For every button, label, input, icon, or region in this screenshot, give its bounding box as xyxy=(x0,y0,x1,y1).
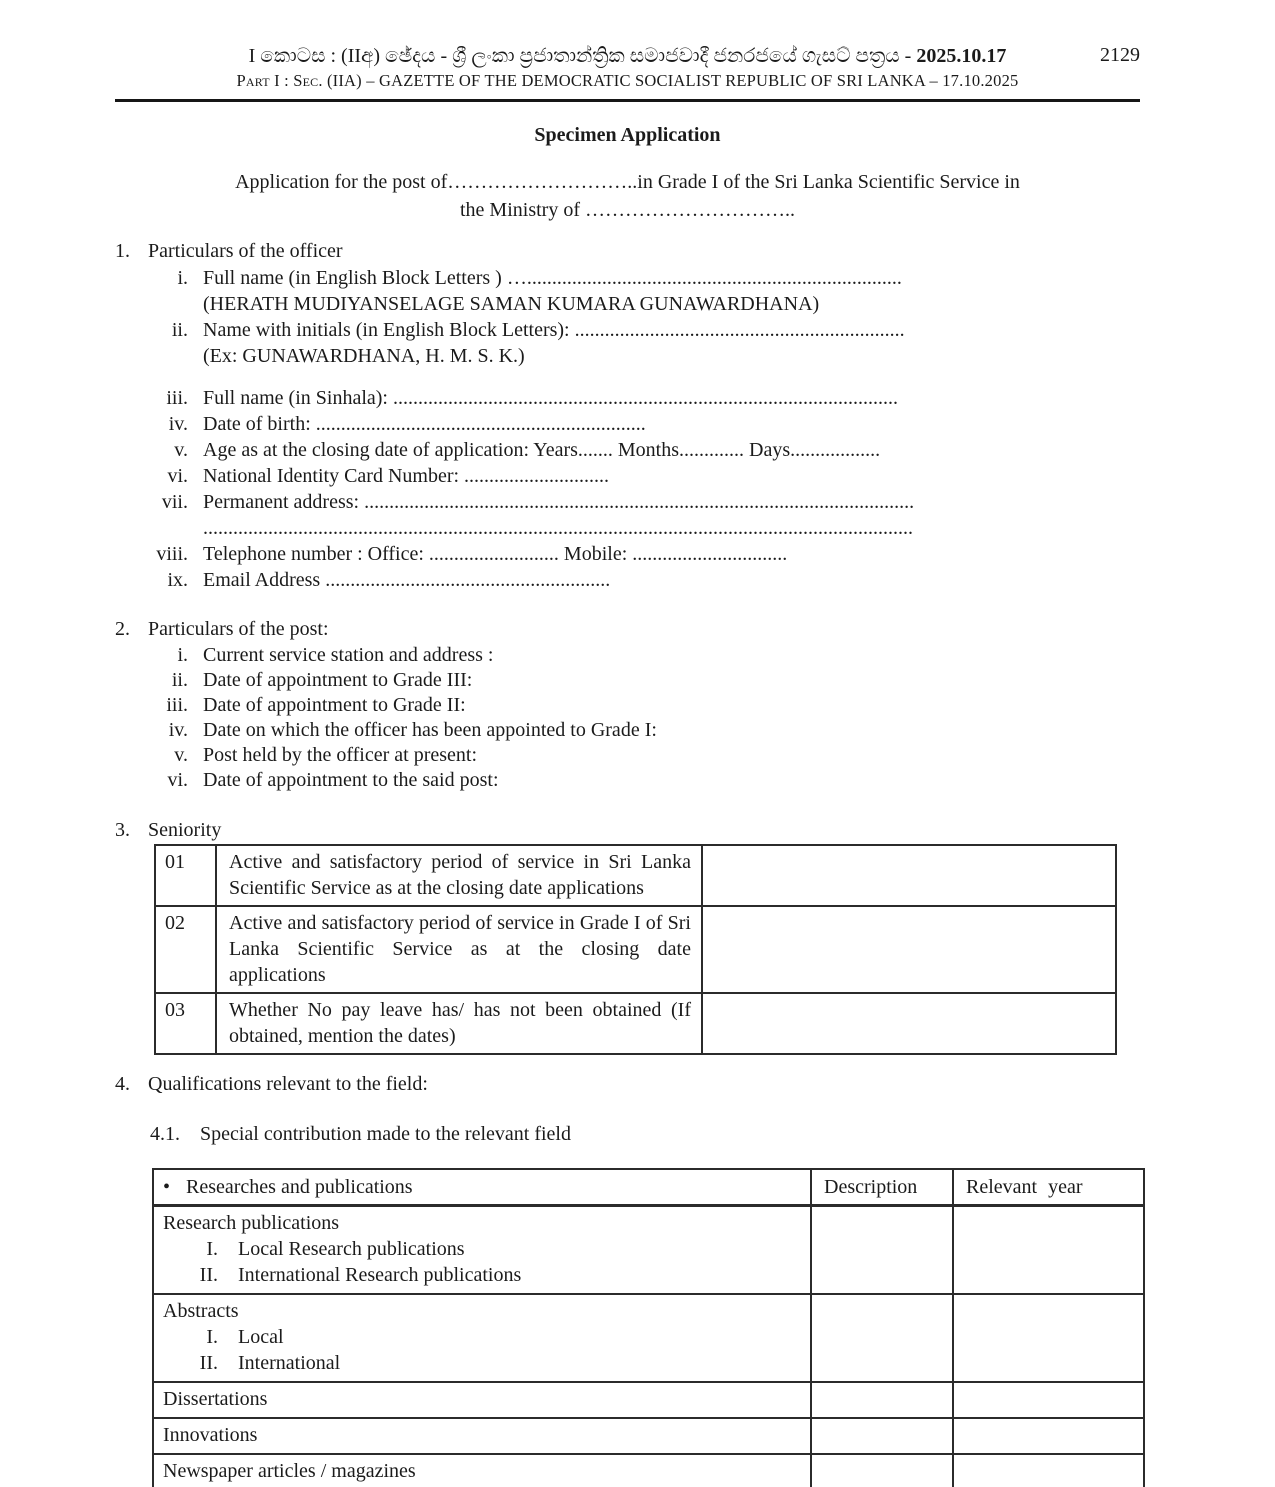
field-label-line: Date of appointment to Grade III: xyxy=(203,669,473,691)
subsection-4-1-heading xyxy=(150,1121,1140,1148)
subitem-label: Local Research publications xyxy=(238,1238,465,1260)
category-title: Dissertations xyxy=(163,1388,268,1410)
relevant-year-cell xyxy=(953,1294,1144,1382)
subitem-numeral: II. xyxy=(199,1352,218,1374)
relevant-year-cell xyxy=(953,1206,1144,1295)
table-row-innovations xyxy=(153,1418,1144,1454)
field-label-line: Name with initials (in English Block Letters): .................................................................. xyxy=(203,319,905,341)
header-researches-label: Researches and publications xyxy=(186,1176,413,1198)
section-4-number: 4. xyxy=(115,1073,130,1095)
seniority-row xyxy=(155,906,1116,993)
category-subitem xyxy=(163,1350,804,1376)
header-english-line xyxy=(115,71,1140,91)
row-number-cell: 02 xyxy=(155,906,216,993)
page-header xyxy=(115,0,1140,91)
field-full-name-sinhala xyxy=(115,385,1140,411)
field-label-line: Date on which the officer has been appointed to Grade I: xyxy=(203,719,657,741)
field-label-line: National Identity Card Number: ............................. xyxy=(203,465,610,487)
header-sinhala-text: I කොටස : (IIඅ) ඡේදය - ශ්‍රී ලංකා ප්‍රජාතාන්ත්‍රික සමාජවාදී ජනරජයේ ගැසට් පත්‍රය - xyxy=(248,45,917,67)
section-particulars-of-officer xyxy=(115,238,1140,593)
header-relevant-year-cell: Relevant year xyxy=(953,1169,1144,1206)
item-numeral: iv. xyxy=(168,413,188,435)
table-row-newspaper-articles xyxy=(153,1454,1144,1487)
section-qualifications xyxy=(115,1071,1140,1487)
row-category-cell xyxy=(153,1382,811,1418)
field-appointment-said-post xyxy=(115,768,1140,793)
field-appointment-grade-2 xyxy=(115,693,1140,718)
description-cell xyxy=(811,1206,953,1295)
field-telephone-numbers xyxy=(115,541,1140,567)
subitem-numeral: I. xyxy=(206,1326,218,1348)
field-label-line: Current service station and address : xyxy=(203,644,494,666)
intro-line-1: Application for the post of………………………..in Grade I of the Sri Lanka Scientific Service in xyxy=(235,171,1020,193)
seniority-table xyxy=(154,844,1117,1055)
relevant-year-cell xyxy=(953,1418,1144,1454)
field-appointment-grade-3 xyxy=(115,668,1140,693)
table-header-row xyxy=(153,1169,1144,1206)
item-numeral: v. xyxy=(174,439,188,461)
page-number: 2129 xyxy=(1100,44,1140,66)
item-numeral: i. xyxy=(177,267,188,289)
section-4-heading xyxy=(115,1071,1140,1098)
row-description-cell: Active and satisfactory period of service in Grade I of Sri Lanka Scientific Service as at the closing date applications xyxy=(216,906,702,993)
description-cell xyxy=(811,1454,953,1487)
item-numeral: ii. xyxy=(171,669,188,691)
row-number-cell: 01 xyxy=(155,845,216,906)
field-label-line: Date of birth: .................................................................. xyxy=(203,413,646,435)
category-title: Research publications xyxy=(163,1212,340,1234)
section-3-number: 3. xyxy=(115,819,130,841)
field-dotted-continuation: .............................................................................................................................................. xyxy=(203,517,913,539)
section-1-heading xyxy=(115,238,1140,265)
description-cell xyxy=(811,1382,953,1418)
header-gazette-date-sinhala: 2025.10.17 xyxy=(916,45,1007,67)
table-row-dissertations xyxy=(153,1382,1144,1418)
table-row-abstracts xyxy=(153,1294,1144,1382)
item-numeral: ii. xyxy=(171,319,188,341)
row-category-cell xyxy=(153,1294,811,1382)
field-label-line: Permanent address: .............................................................................................................. xyxy=(203,491,915,513)
relevant-year-cell xyxy=(953,1382,1144,1418)
field-date-of-birth xyxy=(115,411,1140,437)
category-title: Abstracts xyxy=(163,1300,239,1322)
field-label-line: Telephone number : Office: .......................... Mobile: ............................... xyxy=(203,543,788,565)
section-3-title: Seniority xyxy=(148,819,222,841)
field-label-line: Full name (in Sinhala): ..................................................................................................... xyxy=(203,387,898,409)
relevant-year-cell xyxy=(953,1454,1144,1487)
row-number-cell: 03 xyxy=(155,993,216,1054)
item-numeral: vi. xyxy=(167,769,188,791)
row-value-cell xyxy=(702,906,1116,993)
section-3-heading xyxy=(115,817,1140,844)
field-full-name-block-letters xyxy=(115,265,1140,317)
item-numeral: ix. xyxy=(167,569,188,591)
section-seniority xyxy=(115,817,1140,1055)
table-row-research-publications xyxy=(153,1206,1144,1295)
subsection-4-1-title: Special contribution made to the relevant field xyxy=(200,1123,571,1145)
item-numeral: v. xyxy=(174,744,188,766)
category-subitem xyxy=(163,1262,804,1288)
row-category-cell xyxy=(153,1454,811,1487)
seniority-row xyxy=(155,993,1116,1054)
section-4-title: Qualifications relevant to the field: xyxy=(148,1073,428,1095)
header-divider-rule xyxy=(115,99,1140,102)
field-age-at-closing-date xyxy=(115,437,1140,463)
item-numeral: viii. xyxy=(156,543,188,565)
item-numeral: vi. xyxy=(167,465,188,487)
section-2-title: Particulars of the post: xyxy=(148,618,329,640)
field-label-line: Email Address ......................................................... xyxy=(203,569,611,591)
item-numeral: iii. xyxy=(166,694,188,716)
subitem-label: International xyxy=(238,1352,341,1374)
header-sinhala-line xyxy=(115,44,1140,68)
seniority-row xyxy=(155,845,1116,906)
field-permanent-address xyxy=(115,489,1140,541)
category-title: Newspaper articles / magazines xyxy=(163,1460,416,1482)
row-description-cell: Whether No pay leave has/ has not been obtained (If obtained, mention the dates) xyxy=(216,993,702,1054)
subsection-4-1-number: 4.1. xyxy=(150,1123,180,1145)
row-category-cell xyxy=(153,1206,811,1295)
description-cell xyxy=(811,1418,953,1454)
subitem-numeral: II. xyxy=(199,1264,218,1286)
row-value-cell xyxy=(702,993,1116,1054)
category-subitem xyxy=(163,1324,804,1350)
field-appointment-grade-1 xyxy=(115,718,1140,743)
researches-publications-table xyxy=(152,1168,1145,1487)
item-numeral: vii. xyxy=(161,491,188,513)
application-intro xyxy=(115,168,1140,224)
section-particulars-of-post xyxy=(115,616,1140,793)
item-numeral: iii. xyxy=(166,387,188,409)
subitem-label: International Research publications xyxy=(238,1264,522,1286)
subitem-numeral: I. xyxy=(206,1238,218,1260)
field-label-line: Full name (in English Block Letters ) …........................................................................... xyxy=(203,267,902,289)
subitem-label: Local xyxy=(238,1326,284,1348)
row-category-cell xyxy=(153,1418,811,1454)
field-name-with-initials xyxy=(115,317,1140,369)
field-example-note: (Ex: GUNAWARDHANA, H. M. S. K.) xyxy=(203,345,525,367)
document-title: Specimen Application xyxy=(534,124,721,146)
field-example-note: (HERATH MUDIYANSELAGE SAMAN KUMARA GUNAWARDHANA) xyxy=(203,293,820,315)
description-cell xyxy=(811,1294,953,1382)
section-1-number: 1. xyxy=(115,240,130,262)
item-numeral: i. xyxy=(177,644,188,666)
category-title: Innovations xyxy=(163,1424,258,1446)
category-subitem xyxy=(163,1236,804,1262)
item-numeral: iv. xyxy=(168,719,188,741)
field-label-line: Post held by the officer at present: xyxy=(203,744,478,766)
row-description-cell: Active and satisfactory period of service in Sri Lanka Scientific Service as at the closing date applications xyxy=(216,845,702,906)
header-description-cell: Description xyxy=(811,1169,953,1206)
section-2-heading xyxy=(115,616,1140,643)
field-email-address xyxy=(115,567,1140,593)
header-researches-cell xyxy=(153,1169,811,1206)
field-nic-number xyxy=(115,463,1140,489)
row-value-cell xyxy=(702,845,1116,906)
field-label-line: Age as at the closing date of application: Years....... Months............. Days.................. xyxy=(203,439,881,461)
field-label-line: Date of appointment to the said post: xyxy=(203,769,499,791)
field-current-service-station xyxy=(115,643,1140,668)
header-part-section: Part I : Sec. (IIA) xyxy=(236,71,362,90)
bullet-icon: • xyxy=(163,1176,171,1198)
section-1-title: Particulars of the officer xyxy=(148,240,343,262)
section-2-number: 2. xyxy=(115,618,130,640)
field-label-line: Date of appointment to Grade II: xyxy=(203,694,466,716)
field-post-held-at-present xyxy=(115,743,1140,768)
intro-line-2: the Ministry of ………………………….. xyxy=(460,199,795,221)
header-gazette-title: – GAZETTE OF THE DEMOCRATIC SOCIALIST REPUBLIC OF SRI LANKA – 17.10.2025 xyxy=(361,71,1019,90)
